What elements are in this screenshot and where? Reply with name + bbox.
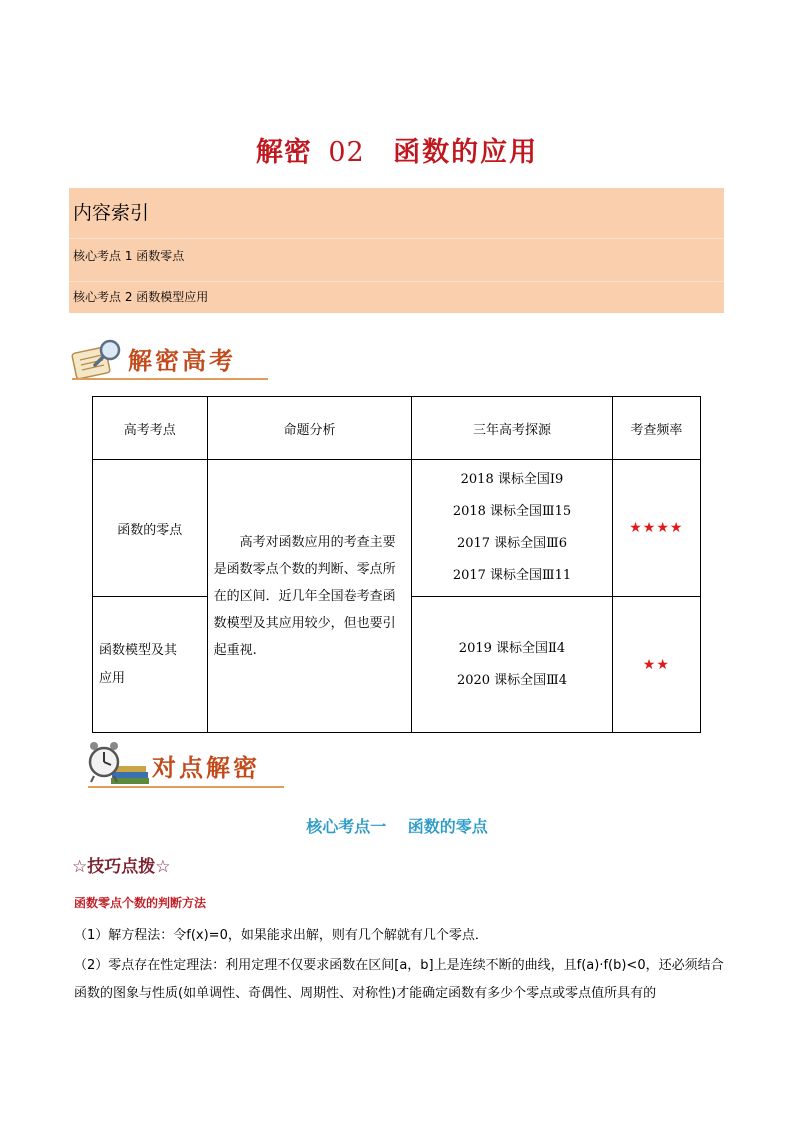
- content-index-heading: 内容索引: [69, 188, 724, 239]
- table-cell-topic: [93, 597, 208, 733]
- page-title: [0, 130, 794, 169]
- source-line: 2017 课标全国Ⅲ11: [452, 568, 572, 583]
- table-cell-analysis: [207, 460, 412, 733]
- notebook-magnifier-icon: [70, 336, 126, 380]
- content-index-item: 核心考点 1 函数零点: [69, 239, 724, 282]
- table-row: [93, 460, 701, 597]
- source-line: 2018 课标全国Ⅲ15: [452, 504, 572, 519]
- table-cell-sources: [412, 460, 612, 597]
- banner-exam: [70, 336, 270, 382]
- analysis-text: 高考对函数应用的考查主要是函数零点个数的判断、零点所在的区间．近几年全国卷考查函数模型及其应用较少，但也要引起重视.: [213, 534, 396, 658]
- method-title: 函数零点个数的判断方法: [74, 896, 207, 910]
- source-line: 2019 课标全国Ⅱ4: [458, 640, 566, 656]
- topic-text: 函数模型及其应用: [99, 642, 178, 686]
- banner-exam-title: 解密高考: [128, 346, 236, 375]
- source-line: 2020 课标全国Ⅲ4: [456, 672, 567, 688]
- paragraph: （2）零点存在性定理法：利用定理不仅要求函数在区间[a，b]上是连续不断的曲线，且f(a)·f(b)<0，还必须结合函数的图象与性质(如单调性、奇偶性、周期性、对称性)才能确定函数有多少个零点或零点值所具有的: [74, 958, 724, 1001]
- table-header-row: [93, 397, 701, 460]
- table-header: 命题分析: [207, 397, 412, 460]
- table-cell-frequency: [612, 460, 700, 597]
- content-index: [69, 188, 724, 313]
- table-cell-topic: 函数的零点: [93, 460, 208, 597]
- exam-table: [92, 396, 701, 733]
- table-header: 三年高考探源: [412, 397, 612, 460]
- source-line: 2017 课标全国Ⅲ6: [456, 536, 567, 551]
- banner-exam-underline: [72, 378, 268, 380]
- section-title: 核心考点一 函数的零点: [306, 817, 488, 836]
- title-number: 02: [328, 137, 365, 168]
- frequency-stars: ★★: [642, 656, 670, 673]
- title-topic: 函数的应用: [393, 137, 539, 168]
- frequency-stars: ★★★★: [629, 520, 684, 536]
- banner-point-title: 对点解密: [152, 753, 260, 782]
- banner-point-underline: [88, 786, 284, 788]
- title-label: 解密: [255, 137, 312, 168]
- tips-title: ☆技巧点拨☆: [72, 857, 171, 877]
- paragraph: （1）解方程法：令f(x)=0，如果能求出解，则有几个解就有几个零点．: [74, 928, 488, 943]
- content-index-item: 核心考点 2 函数模型应用: [73, 290, 209, 304]
- source-line: 2018 课标全国Ⅰ9: [460, 472, 564, 487]
- table-cell-sources: [412, 597, 612, 733]
- banner-point: [86, 738, 286, 790]
- table-cell-frequency: [612, 597, 700, 733]
- table-header: 考查频率: [612, 397, 700, 460]
- table-header: 高考考点: [93, 397, 208, 460]
- alarm-clock-books-icon: [86, 738, 150, 786]
